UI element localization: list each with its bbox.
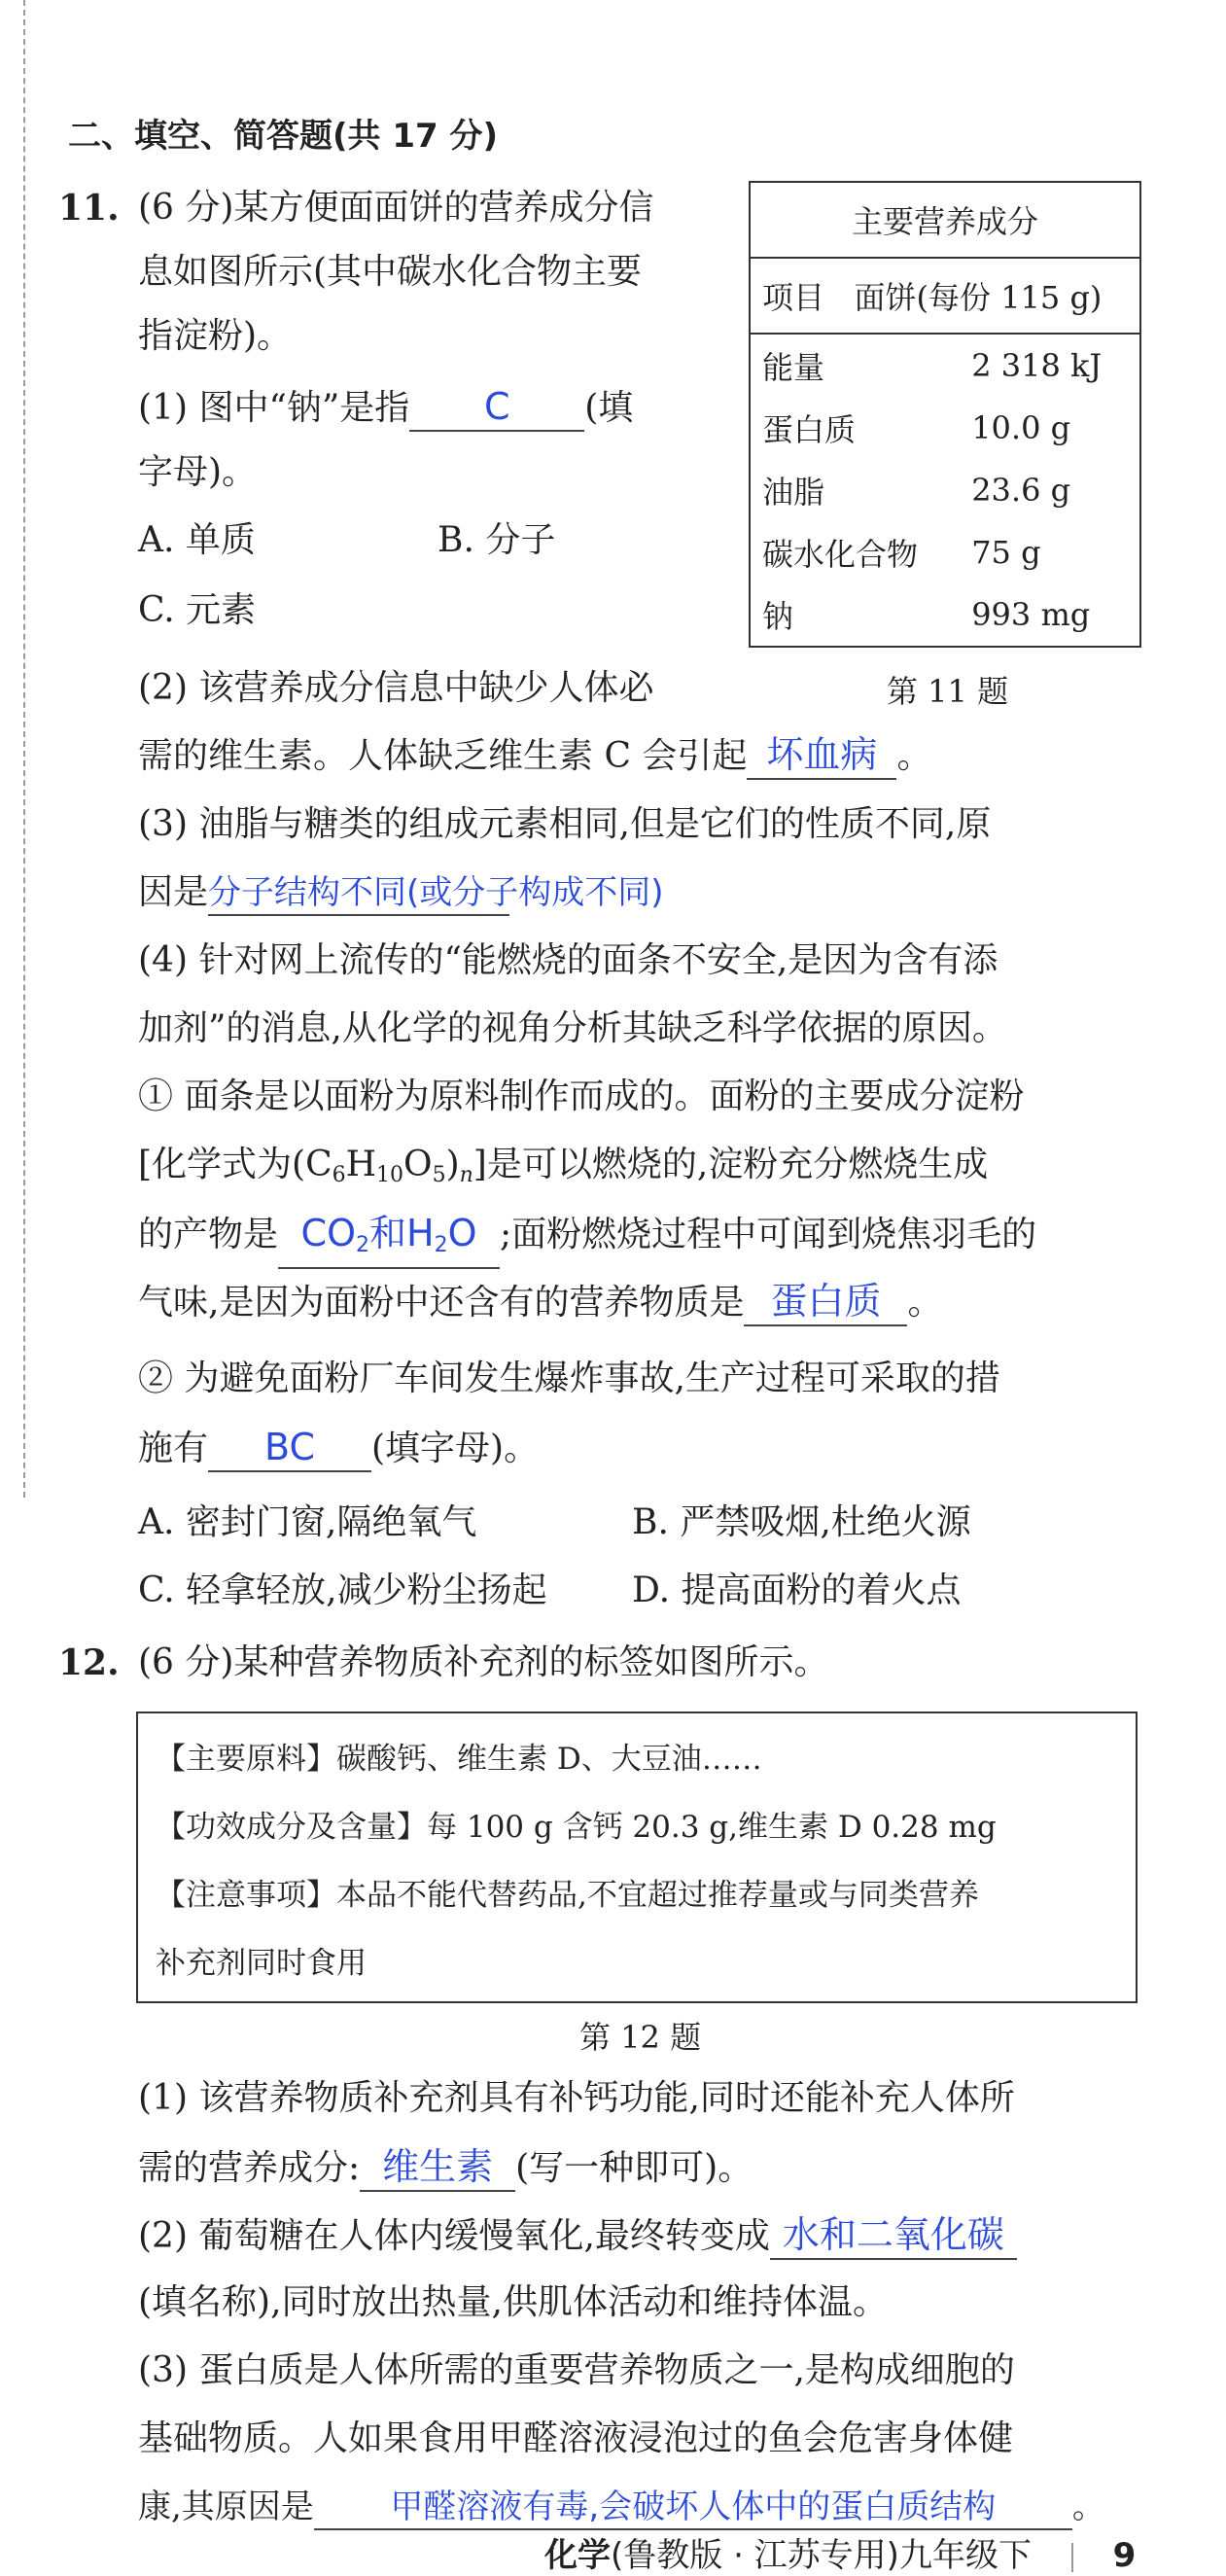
- nutrition-row-name: 能量: [762, 349, 825, 386]
- q12-part3-suffix: 。: [1071, 2488, 1105, 2526]
- q12-part1-answer: 维生素: [382, 2145, 494, 2188]
- page-footer: [544, 2528, 1136, 2576]
- figure-12-caption: 第 12 题: [579, 2019, 702, 2056]
- label-line2: 【功效成分及含量】每 100 g 含钙 20.3 g,维生素 D 0.28 mg: [156, 1810, 997, 1845]
- q11-stem-line3: 指淀粉)。: [138, 316, 293, 356]
- footer-divider: [1071, 2543, 1073, 2572]
- question-11-number: 11.: [58, 188, 120, 229]
- q12-part3-prefix: 康,其原因是: [138, 2488, 314, 2526]
- q11-part4-2-prefix: 施有: [138, 1429, 209, 1468]
- label-line3: 【注意事项】本品不能代替药品,不宜超过推荐量或与同类营养: [156, 1878, 979, 1913]
- q11-choice-a: A. 密封门窗,隔绝氧气: [138, 1502, 477, 1542]
- nutrition-row-name: 钠: [762, 598, 794, 635]
- q11-part3-answer: 分子结构不同(或分子构成不同): [208, 873, 664, 912]
- q11-part4-1-line4-suffix: 。: [907, 1283, 943, 1323]
- q11-choice-c: C. 轻拿轻放,减少粉尘扬起: [138, 1570, 547, 1610]
- nutrition-row-name: 油脂: [762, 474, 825, 511]
- q11-part2: [138, 733, 931, 780]
- nutrition-row-name: 蛋白质: [762, 411, 857, 448]
- q11-part4-2-blank[interactable]: [208, 1426, 371, 1472]
- q11-choice-d: D. 提高面粉的着火点: [632, 1570, 962, 1610]
- q11-part1-answer: C: [483, 385, 510, 428]
- q11-part4-1-line4: [138, 1280, 942, 1326]
- answer-co: CO: [300, 1212, 356, 1254]
- q11-part4-1-line1: ① 面条是以面粉为原料制作而成的。面粉的主要成分淀粉: [138, 1076, 1025, 1116]
- section-title: 二、填空、简答题(共 17 分): [68, 117, 499, 156]
- q11-part4-1-blank[interactable]: [278, 1212, 500, 1269]
- nutrition-row-value: 993 mg: [971, 596, 1091, 633]
- nutrition-row-value: 2 318 kJ: [971, 347, 1103, 384]
- q12-part3-line1: (3) 蛋白质是人体所需的重要营养物质之一,是构成细胞的: [138, 2350, 1015, 2390]
- q11-part4-1-line2: [138, 1144, 988, 1197]
- q12-part3-line2: 基础物质。人如果食用甲醛溶液浸泡过的鱼会危害身体健: [138, 2418, 1014, 2458]
- q11-part4-2-line1: ② 为避免面粉厂车间发生爆炸事故,生产过程可采取的措: [138, 1359, 1000, 1398]
- formula-prefix: [化学式为(C: [138, 1145, 333, 1184]
- nutrition-row-value: 10.0 g: [971, 409, 1071, 446]
- q11-part2-suffix: 。: [896, 736, 932, 776]
- q11-choice-b: B. 严禁吸烟,杜绝火源: [632, 1502, 971, 1542]
- q12-stem: (6 分)某种营养物质补充剂的标签如图所示。: [138, 1642, 829, 1682]
- q11-part3-prefix: 因是: [138, 872, 209, 912]
- answer-and-h: 和H: [368, 1212, 435, 1254]
- q11-part4-1-suffix: ;面粉燃烧过程中可闻到烧焦羽毛的: [500, 1215, 1037, 1254]
- answer-o: O: [447, 1212, 477, 1254]
- q12-part2-line1: [138, 2213, 1017, 2260]
- q12-part2-prefix: (2) 葡萄糖在人体内缓慢氧化,最终转变成: [138, 2216, 770, 2256]
- answer-sub-2b: 2: [434, 1233, 448, 1257]
- q12-part2-line2: (填名称),同时放出热量,供肌体活动和维持体温。: [138, 2282, 888, 2322]
- q11-stem-line2: 息如图所示(其中碳水化合物主要: [138, 252, 643, 292]
- q12-part1-suffix: (写一种即可)。: [515, 2148, 753, 2188]
- q12-part3-answer: 甲醛溶液有毒,会破坏人体中的蛋白质结构: [390, 2488, 997, 2526]
- formula-sub-n: n: [459, 1163, 473, 1187]
- nutrition-header-item: 项目: [762, 279, 825, 316]
- q12-part3-blank[interactable]: [314, 2486, 1072, 2530]
- binding-margin-line: [23, 0, 25, 1498]
- nutrition-row-value: 23.6 g: [971, 472, 1071, 509]
- q11-part1: [138, 385, 633, 432]
- q11-stem-line1: (6 分)某方便面面饼的营养成分信: [138, 188, 654, 228]
- q12-part3-line3: [138, 2486, 1105, 2530]
- answer-sub-2: 2: [355, 1233, 369, 1257]
- question-12-number: 12.: [58, 1642, 120, 1683]
- footer-page-number: 9: [1112, 2536, 1137, 2575]
- q11-part1-blank[interactable]: [409, 385, 584, 432]
- q11-part1-line2: 字母)。: [138, 452, 258, 492]
- figure-11-caption: 第 11 题: [887, 673, 1009, 710]
- q11-part3: [138, 871, 664, 916]
- formula-o: O: [403, 1145, 433, 1184]
- supplement-label-box: [136, 1711, 1138, 2003]
- q11-part2-blank[interactable]: [747, 733, 896, 780]
- q11-option-b: B. 分子: [438, 520, 556, 560]
- q11-part4-1-line4-prefix: 气味,是因为面粉中还含有的营养物质是: [138, 1283, 745, 1323]
- q12-part1-prefix: 需的营养成分:: [138, 2148, 361, 2188]
- q11-part4-line1: (4) 针对网上流传的“能燃烧的面条不安全,是因为含有添: [138, 940, 998, 980]
- q11-part2-answer: 坏血病: [766, 733, 878, 776]
- formula-sub-10: 10: [376, 1163, 404, 1187]
- q11-part4-2-answer: BC: [264, 1426, 315, 1468]
- q12-part1-line1: (1) 该营养物质补充剂具有补钙功能,同时还能补充人体所: [138, 2078, 1015, 2118]
- label-line4: 补充剂同时食用: [156, 1946, 367, 1981]
- q12-part2-answer: 水和二氧化碳: [782, 2213, 1004, 2256]
- nutrition-row-name: 碳水化合物: [762, 536, 919, 573]
- q11-part1-suffix: (填: [584, 388, 634, 428]
- q11-part4-line2: 加剂”的消息,从化学的视角分析其缺乏科学依据的原因。: [138, 1008, 1007, 1048]
- nutrition-row-value: 75 g: [971, 534, 1041, 571]
- q11-part3-line1: (3) 油脂与糖类的组成元素相同,但是它们的性质不同,原: [138, 804, 992, 844]
- q11-option-c: C. 元素: [138, 590, 257, 630]
- q11-part2-line1: (2) 该营养成分信息中缺少人体必: [138, 668, 654, 708]
- q11-part4-1-prefix: 的产物是: [138, 1215, 279, 1254]
- q11-option-a: A. 单质: [138, 520, 256, 560]
- q11-part4-1-answer: [300, 1212, 477, 1257]
- footer-edition: (鲁教版 · 江苏专用)九年级下: [611, 2536, 1032, 2575]
- q11-part4-2-suffix: (填字母)。: [371, 1429, 540, 1468]
- q11-part4-1-answer2: 蛋白质: [770, 1280, 882, 1323]
- q11-part4-1-blank2[interactable]: [744, 1280, 907, 1326]
- formula-sub-6: 6: [332, 1163, 346, 1187]
- nutrition-table: [749, 181, 1141, 648]
- q12-part2-blank[interactable]: [770, 2213, 1017, 2260]
- q11-part3-blank[interactable]: [208, 871, 664, 916]
- formula-h: H: [345, 1145, 377, 1184]
- q12-part1-blank[interactable]: [360, 2145, 515, 2192]
- footer-subject: 化学: [544, 2536, 611, 2575]
- formula-close: ): [445, 1145, 460, 1184]
- formula-suffix: ]是可以燃烧的,淀粉充分燃烧生成: [473, 1145, 989, 1184]
- q11-part2-prefix: 需的维生素。人体缺乏维生素 C 会引起: [138, 736, 748, 776]
- nutrition-table-title: 主要营养成分: [750, 182, 1140, 258]
- q11-part4-1-line3: [138, 1212, 1036, 1269]
- q12-part1-line2: [138, 2145, 753, 2192]
- label-line1: 【主要原料】碳酸钙、维生素 D、大豆油……: [156, 1742, 762, 1777]
- q11-part1-prefix: (1) 图中“钠”是指: [138, 388, 410, 428]
- nutrition-header-value: 面饼(每份 115 g): [854, 279, 1103, 316]
- q11-part4-2-line2: [138, 1426, 539, 1472]
- formula-sub-5: 5: [432, 1163, 446, 1187]
